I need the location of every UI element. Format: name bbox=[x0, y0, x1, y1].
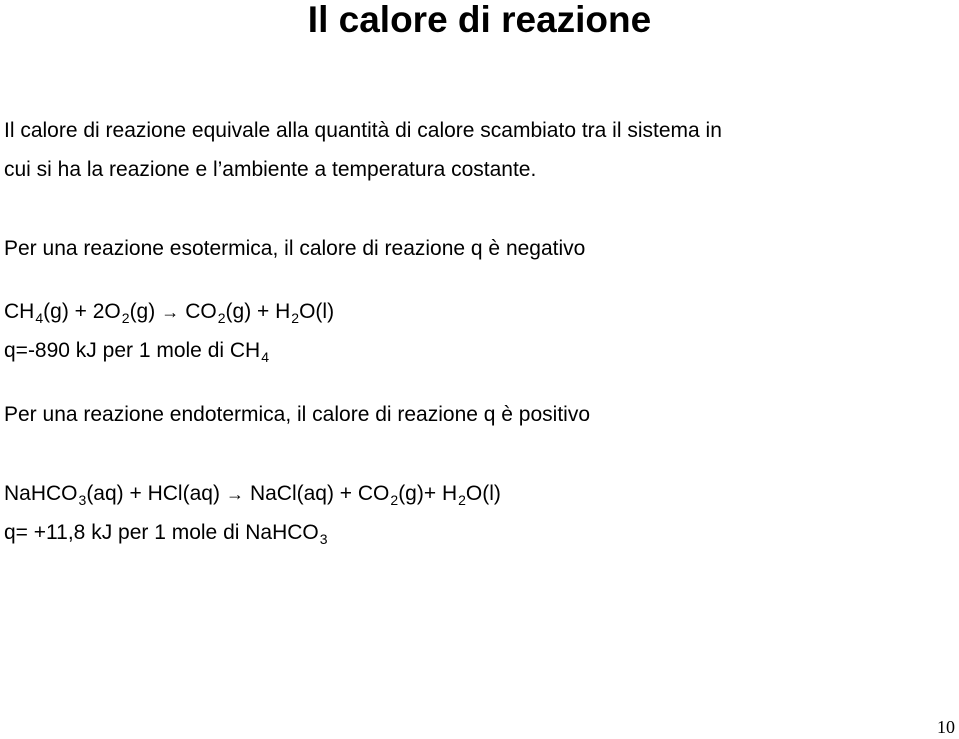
eq-text: NaHCO bbox=[4, 482, 78, 505]
intro-line-2: cui si ha la reazione e l’ambiente a temperatura costante. bbox=[4, 158, 537, 181]
exothermic-heat bbox=[4, 338, 269, 365]
eq-subscript: 3 bbox=[78, 492, 87, 508]
eq-text: O(l) bbox=[465, 482, 501, 505]
heat-subscript: 4 bbox=[261, 349, 270, 365]
endothermic-statement: Per una reazione endotermica, il calore di reazione q è positivo bbox=[4, 403, 591, 426]
eq-text: (g) + H bbox=[225, 300, 291, 323]
eq-text: (aq) + HCl(aq) bbox=[86, 482, 220, 505]
page-title: Il calore di reazione bbox=[307, 0, 652, 40]
endothermic-heat bbox=[4, 520, 328, 547]
eq-text: (g)+ H bbox=[398, 482, 458, 505]
eq-subscript: 4 bbox=[35, 310, 44, 326]
reaction-arrow-icon: → bbox=[161, 302, 180, 322]
eq-subscript: 2 bbox=[121, 310, 130, 326]
eq-text: CH bbox=[4, 300, 35, 323]
heat-subscript: 3 bbox=[319, 531, 328, 547]
intro-line-1: Il calore di reazione equivale alla quantità di calore scambiato tra il sistema in bbox=[4, 119, 722, 142]
exothermic-statement: Per una reazione esotermica, il calore di reazione q è negativo bbox=[4, 237, 586, 260]
heat-text: q=-890 kJ per 1 mole di CH bbox=[4, 339, 261, 362]
eq-text: O(l) bbox=[299, 300, 335, 323]
eq-text: CO bbox=[185, 300, 217, 323]
heat-text: q= +11,8 kJ per 1 mole di NaHCO bbox=[4, 521, 319, 544]
eq-subscript: 2 bbox=[458, 492, 466, 508]
eq-text: NaCl(aq) + CO bbox=[249, 482, 390, 505]
eq-subscript: 2 bbox=[291, 310, 300, 326]
reaction-arrow-icon: → bbox=[225, 484, 244, 504]
eq-text: (g) bbox=[129, 300, 156, 323]
endothermic-equation bbox=[4, 481, 501, 508]
eq-subscript: 2 bbox=[217, 310, 226, 326]
exothermic-equation bbox=[4, 299, 334, 326]
eq-subscript: 2 bbox=[390, 492, 399, 508]
eq-text: (g) + 2O bbox=[43, 300, 121, 323]
page-number: 10 bbox=[937, 717, 955, 737]
